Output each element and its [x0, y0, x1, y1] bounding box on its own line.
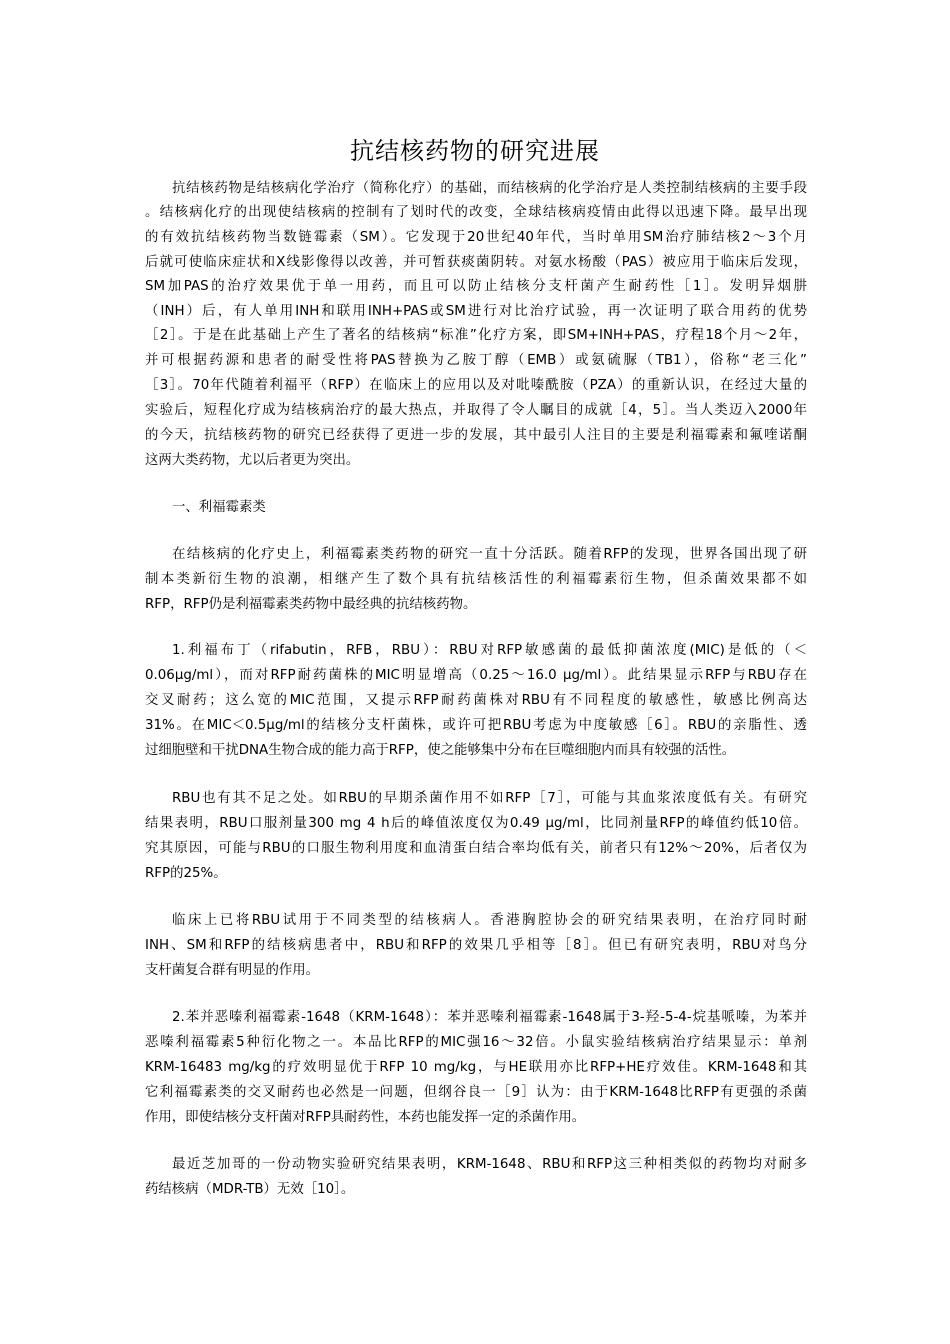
- section-heading: 一、利福霉素类: [172, 500, 266, 515]
- text-line: 实验后，短程化疗成为结核病治疗的最大热点，并取得了令人瞩目的成就［4，5］。当人类迈入2000年: [145, 403, 807, 418]
- text-line: 这两大类药物，尤以后者更为突出。: [145, 453, 360, 468]
- text-line: 0.06μg/ml），而对RFP耐药菌株的MIC明显增高（0.25～16.0 μg/ml）。此结果显示RFP与RBU存在: [145, 668, 807, 683]
- text-line: ［3］。70年代随着利福平（RFP）在临床上的应用以及对吡嗪酰胺（PZA）的重新认识，在经过大量的: [145, 378, 807, 393]
- text-line: RBU也有其不足之处。如RBU的早期杀菌作用不如RFP［7］，可能与其血浆浓度低有关。有研究: [172, 791, 807, 806]
- text-line: 后就可使临床症状和X线影像得以改善，并可暂获痰菌阴转。对氨水杨酸（PAS）被应用于临床后发现，: [145, 255, 807, 270]
- text-line: 交叉耐药；这么宽的MIC范围，又提示RFP耐药菌株对RBU有不同程度的敏感性，敏感比例高达: [145, 693, 807, 708]
- text-line: 。结核病化疗的出现使结核病的控制有了划时代的改变，全球结核病疫情由此得以迅速下降。最早出现: [145, 205, 807, 220]
- document-title: 抗结核药物的研究进展: [350, 137, 600, 165]
- text-line: 2.苯并恶嗪利福霉素-1648（KRM-1648）：苯并恶嗪利福霉素-1648属于3-羟-5-4-烷基哌嗪，为苯并: [172, 1010, 807, 1025]
- text-line: 在结核病的化疗史上，利福霉素类药物的研究一直十分活跃。随着RFP的发现，世界各国出现了研: [172, 547, 807, 562]
- text-line: KRM-16483 mg/kg的疗效明显优于RFP 10 mg/kg，与HE联用亦比RFP+HE疗效佳。KRM-1648和其: [145, 1060, 807, 1075]
- text-line: 药结核病（MDR-TB）无效［10］。: [145, 1182, 355, 1197]
- text-line: 结果表明，RBU口服剂量300 mg 4 h后的峰值浓度仅为0.49 μg/ml，比同剂量RFP的峰值约低10倍。: [145, 816, 807, 831]
- text-line: INH、SM和RFP的结核病患者中，RBU和RFP的效果几乎相等［8］。但已有研究表明，RBU对鸟分: [145, 938, 807, 953]
- text-line: 并可根据药源和患者的耐受性将PAS替换为乙胺丁醇（EMB）或氨硫脲（TB1），俗称“老三化”: [145, 353, 807, 368]
- text-line: 恶嗪利福霉素5种衍化物之一。本品比RFP的MIC强16～32倍。小鼠实验结核病治疗结果显示：单剂: [145, 1035, 807, 1050]
- text-line: （INH）后，有人单用INH和联用INH+PAS或SM进行对比治疗试验，再一次证明了联合用药的优势: [145, 304, 807, 319]
- text-line: RFP的25%。: [145, 866, 227, 881]
- text-line: 临床上已将RBU试用于不同类型的结核病人。香港胸腔协会的研究结果表明，在治疗同时耐: [172, 913, 807, 928]
- text-line: 1.利福布丁（rifabutin，RFB，RBU）：RBU对RFP敏感菌的最低抑菌浓度(MIC)是低的（＜: [172, 643, 807, 658]
- text-line: 的今天，抗结核药物的研究已经获得了更进一步的发展，其中最引人注目的主要是利福霉素和氟喹诺酮: [145, 428, 807, 443]
- text-line: 最近芝加哥的一份动物实验研究结果表明，KRM-1648、RBU和RFP这三种相类似的药物均对耐多: [172, 1157, 807, 1172]
- text-line: ［2］。于是在此基础上产生了著名的结核病“标准”化疗方案，即SM+INH+PAS，疗程18个月～2年，: [145, 328, 807, 343]
- text-line: SM加PAS的治疗效果优于单一用药，而且可以防止结核分支杆菌产生耐药性［1］。发明异烟肼: [145, 279, 807, 294]
- text-line: 过细胞壁和干扰DNA生物合成的能力高于RFP，使之能够集中分布在巨噬细胞内而具有较强的活性。: [145, 743, 736, 758]
- text-line: 31%。在MIC＜0.5μg/ml的结核分支杆菌株，或许可把RBU考虑为中度敏感［6］。RBU的亲脂性、透: [145, 718, 807, 733]
- text-line: 制本类新衍生物的浪潮，相继产生了数个具有抗结核活性的利福霉素衍生物，但杀菌效果都不如: [145, 572, 807, 587]
- text-line: 作用，即使结核分支杆菌对RFP具耐药性，本药也能发挥一定的杀菌作用。: [145, 1110, 586, 1125]
- text-line: 它利福霉素类的交叉耐药也必然是一问题，但纲谷良一［9］认为：由于KRM-1648比RFP有更强的杀菌: [145, 1085, 807, 1100]
- text-line: 支杆菌复合群有明显的作用。: [145, 963, 320, 978]
- text-line: RFP，RFP仍是利福霉素类药物中最经典的抗结核药物。: [145, 597, 477, 612]
- text-line: 究其原因，可能与RBU的口服生物利用度和血清蛋白结合率均低有关，前者只有12%～20%，后者仅为: [145, 841, 807, 856]
- text-line: 的有效抗结核药物当数链霉素（SM）。它发现于20世纪40年代，当时单用SM治疗肺结核2～3个月: [145, 230, 807, 245]
- text-line: 抗结核药物是结核病化学治疗（简称化疗）的基础，而结核病的化学治疗是人类控制结核病的主要手段: [172, 181, 807, 196]
